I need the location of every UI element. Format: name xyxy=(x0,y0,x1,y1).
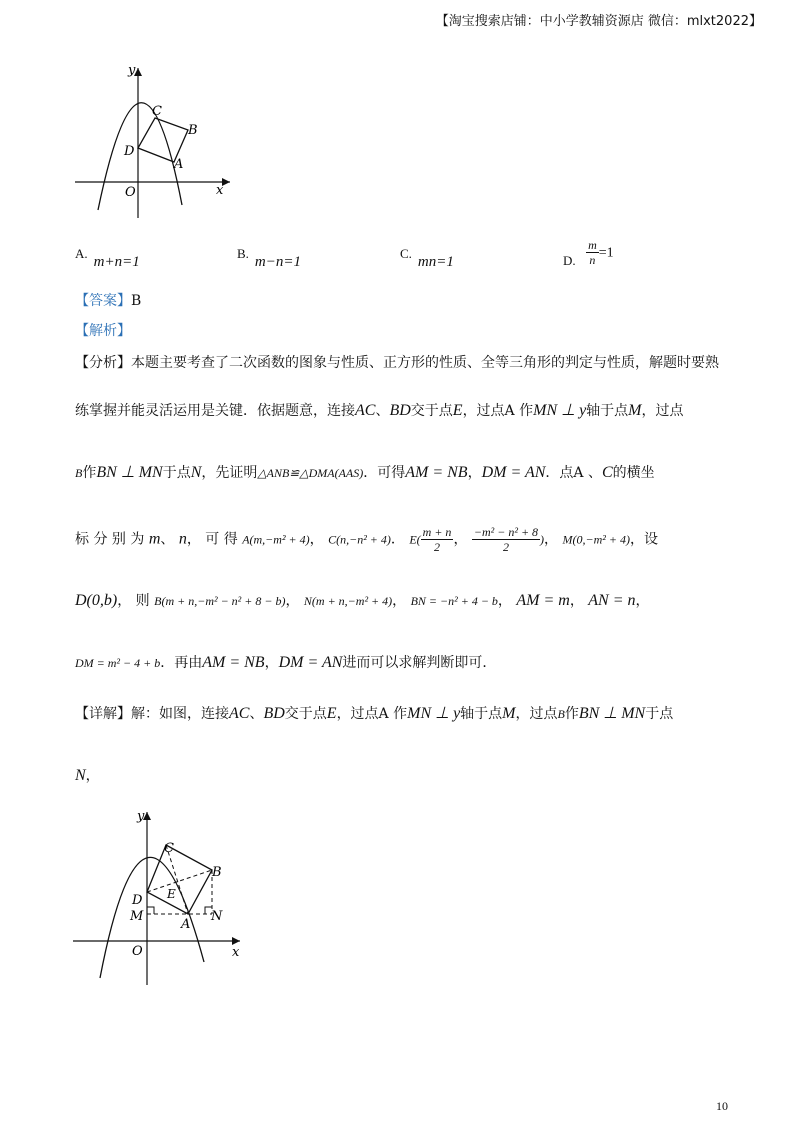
fig2-label-D: D xyxy=(132,893,143,908)
option-a: A.m+n=1 xyxy=(75,246,140,270)
fig2-label-B: B xyxy=(212,865,222,880)
fenxi-line-3: B作BN ⊥ MN于点N，先证明△ANB≌△DMA(AAS)．可得AM = NB，DM = AN．点A 、C的横坐 xyxy=(75,464,655,481)
page-header: 【淘宝搜索店铺：中小学教辅资源店 微信：mlxt2022】 xyxy=(435,14,762,29)
xiangjie-line-2: N， xyxy=(75,767,100,784)
fenxi-line-1: 【分析】本题主要考查了二次函数的图象与性质、正方形的性质、全等三角形的判定与性质，解题时要熟 xyxy=(75,355,719,371)
fig1-label-y: y xyxy=(128,63,136,78)
fig2-label-N: N xyxy=(211,909,223,924)
page-number: 10 xyxy=(716,1099,728,1113)
option-c: C.mn=1 xyxy=(400,246,454,270)
fenxi-line-2: 练掌握并能灵活运用是关键．依据题意，连接AC、BD交于点E，过点A 作MN ⊥ y轴于点M，过点 xyxy=(75,402,684,419)
fig1-label-D: D xyxy=(124,144,135,159)
figure-detailed-construction xyxy=(70,800,250,990)
xiangjie-line-1: 【详解】解：如图，连接AC、BD交于点E，过点A 作MN ⊥ y轴于点M，过点B作BN ⊥ MN于点 xyxy=(75,705,674,722)
answer-line: 【答案】B xyxy=(75,293,142,309)
fig2-label-y: y xyxy=(137,809,145,824)
fig1-label-B: B xyxy=(188,123,198,138)
fenxi-line-6: DM = m² − 4 + b．再由AM = NB，DM = AN进而可以求解判断即可． xyxy=(75,654,497,671)
fenxi-line-4: 标 分 别 为 m、 n， 可 得 A(m,−m² + 4)， C(n,−n² + 4)． E( $\frac{m + n}{2}$ ， $\frac{\text{−m² − n² + 8}}{2}$ )， M(0,−m² + 4)，设 xyxy=(75,525,658,554)
fig1-label-A: A xyxy=(174,157,184,172)
fig1-label-C: C xyxy=(152,104,162,119)
fig1-label-O: O xyxy=(125,185,136,200)
fig2-label-M: M xyxy=(130,909,144,924)
fig2-label-x: x xyxy=(232,945,240,960)
analysis-label: 【解析】 xyxy=(75,323,131,339)
fig2-label-O: O xyxy=(132,944,143,959)
option-d: D. $\frac{m}{n}$ =1 xyxy=(563,238,614,268)
fig2-label-C: C xyxy=(164,841,174,856)
fig2-label-E: E xyxy=(167,887,176,901)
option-b: B.m−n=1 xyxy=(237,246,301,270)
fig1-label-x: x xyxy=(216,183,224,198)
fenxi-line-5: D(0,b)， 则 B(m + n,−m² − n² + 8 − b)， N(m + n,−m² + 4)， BN = −n² + 4 − b， AM = m， AN = n， xyxy=(75,592,650,609)
figure-parabola-square xyxy=(70,60,240,220)
fig2-label-A: A xyxy=(181,917,191,932)
